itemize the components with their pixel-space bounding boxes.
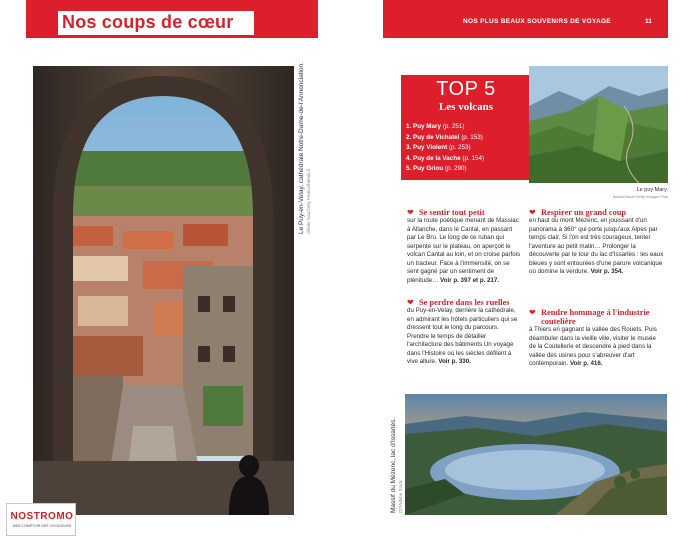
entry-title: Respirer un grand coup	[541, 208, 627, 217]
page-reference: Voir p. 416.	[569, 360, 603, 367]
page-reference: Voir p. 354.	[590, 268, 624, 275]
puy-mary-caption	[570, 187, 668, 199]
top5-subtitle: Les volcans	[438, 101, 494, 113]
caption-text: Le Puy-en-Velay, cathédrale Notre-Dame-de-l'Annonciation.	[298, 61, 305, 234]
caption-credit: CF/Adobe Stock	[398, 480, 403, 513]
entry-title: Se sentir tout petit	[419, 208, 485, 217]
entry-respirer-un-grand-coup	[529, 208, 664, 277]
running-header: NOS PLUS BEAUX SOUVENIRS DE VOYAGE	[463, 18, 611, 25]
page-reference: Voir p. 397 et p. 217.	[440, 276, 500, 284]
nostromo-logo	[6, 503, 76, 536]
top5-item: 5. Puy Griou (p. 290)	[406, 165, 467, 172]
lake-issarles-photo	[405, 394, 667, 515]
entry-title: Se perdre dans les ruelles	[419, 298, 510, 307]
heart-icon: ❤	[529, 308, 536, 317]
top5-item: 4. Puy de la Vache (p. 154)	[406, 154, 485, 162]
heart-icon: ❤	[529, 208, 536, 217]
section-title: Nos coups de cœur	[62, 12, 234, 32]
top5-item: 3. Puy Violent (p. 253)	[406, 144, 471, 151]
entry-body: du Puy-en-Velay, derrière la cathédrale, en admirant les hôtels particuliers qui se dressent tout le long du parcours. Prendre le temps de détailler l'architecture des bâtiments Un voyage dans l'Histoire où les siècles défilent à vive allure. Voir p. 330.	[407, 307, 518, 365]
page-number: 11	[645, 18, 652, 25]
top5-item: 1. Puy Mary (p. 251)	[406, 123, 465, 130]
entry-body: sur la route poétique menant de Massiac à Allanche, dans le Cantal, en passant par Le Bru. Le long de ce ruban qui serpente sur le plateau, on aperçoit le volcan Cantal au loin, et on croise parfois un tracteur. Face à l'immensité, on se sent gagné par un sentiment de plénitude… Voir p. 397 et p. 217.	[407, 217, 521, 284]
cathedral-photo-caption	[296, 61, 312, 236]
cathedral-arch-photo	[33, 66, 294, 515]
lake-photo-caption	[388, 394, 404, 515]
caption-credit: leoks/iStock/Getty Images Plus	[612, 194, 668, 199]
caption-text: Massif du Mézenc, lac d'Issarlès.	[390, 417, 397, 513]
logo-name: NOSTROMO	[10, 511, 74, 522]
top5-title: TOP 5	[436, 78, 496, 100]
entry-title: Rendre hommage à l'industrie coutelière	[541, 308, 650, 326]
entry-body: à Thiers en gagnant la vallée des Rouets. Puis déambuler dans la vieille ville, visiter le musée de la Coutellerie et descendre à pied dans la vallée des usines pour s'abreuver d'art contemporain. Voir p. 416.	[529, 326, 657, 367]
top5-item: 2. Puy de Vichatel (p. 153)	[406, 133, 483, 141]
logo-tagline: WEB COMPTOIR DES VOYAGEURS	[12, 524, 72, 528]
entry-rendre-hommage	[529, 308, 664, 369]
puy-mary-photo	[529, 66, 668, 183]
lake-illustration	[405, 394, 667, 515]
entry-body: en haut du mont Mézenc, en jouissant d'un panorama à 360° qui porte jusqu'aux Alpes par temps clair. Si l'on est très courageux, tenter l'aventure au petit matin… Prolonger la découverte par le tour du lac d'Issarlès : les eaux bleues y sont entourées d'une parure volcanique où domine la verdure. Voir p. 354.	[529, 217, 664, 275]
caption-credit: Olivier Nau/Only France/hemis.fr	[306, 168, 311, 234]
top5-list	[406, 122, 484, 175]
top5-box	[401, 75, 531, 180]
caption-text: Le puy Mary.	[636, 187, 668, 193]
page-reference: Voir p. 330.	[438, 358, 471, 365]
heart-icon: ❤	[407, 298, 414, 307]
puy-mary-illustration	[529, 66, 668, 183]
entry-se-sentir-tout-petit	[407, 208, 522, 285]
cathedral-arch-illustration	[33, 66, 294, 515]
heart-icon: ❤	[407, 208, 414, 217]
entry-se-perdre-dans-les-ruelles	[407, 298, 522, 367]
